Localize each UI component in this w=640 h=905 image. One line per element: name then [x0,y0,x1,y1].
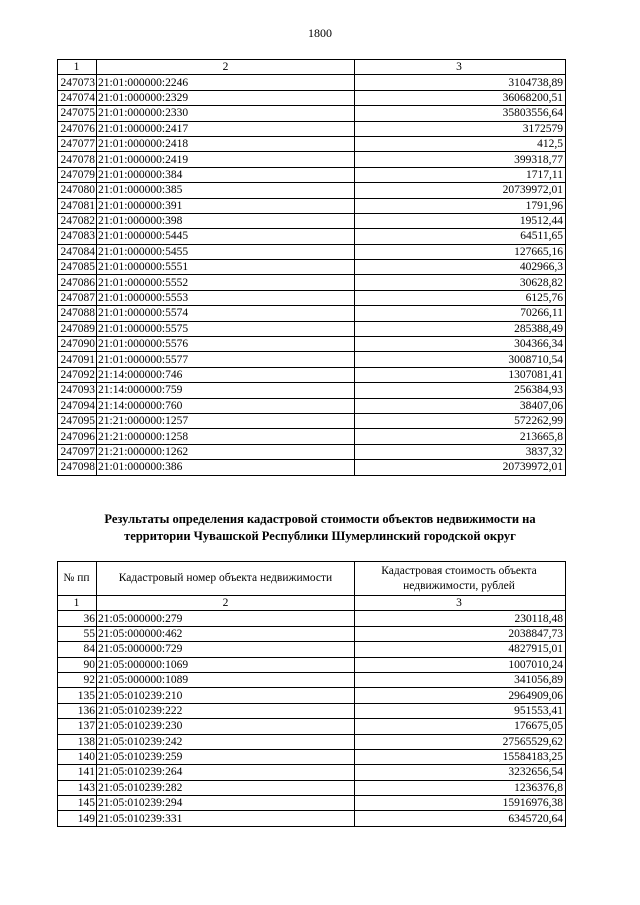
table-row [58,413,566,428]
column-number: 1 [58,60,97,75]
row-index: 36 [58,611,97,626]
cadastral-value: 1717,11 [355,167,566,182]
cadastral-value: 341056,89 [355,672,566,687]
table-row [58,811,566,826]
cadastral-value: 15916976,38 [355,796,566,811]
table-row [58,626,566,641]
row-index: 247080 [58,183,97,198]
row-index: 247097 [58,444,97,459]
row-index: 55 [58,626,97,641]
table-row [58,611,566,626]
table-row [58,765,566,780]
cadastral-number: 21:01:000000:2418 [97,136,355,151]
row-index: 90 [58,657,97,672]
table-row [58,734,566,749]
row-index: 247089 [58,321,97,336]
table-row [58,703,566,718]
cadastral-value: 951553,41 [355,703,566,718]
column-number-row [58,60,566,75]
table-row [58,290,566,305]
row-index: 149 [58,811,97,826]
cadastral-value: 176675,05 [355,719,566,734]
table-row [58,198,566,213]
row-index: 247075 [58,106,97,121]
cadastral-value: 285388,49 [355,321,566,336]
row-index: 247093 [58,383,97,398]
cadastral-number: 21:05:010239:210 [97,688,355,703]
cadastral-number: 21:01:000000:5455 [97,244,355,259]
cadastral-number: 21:01:000000:391 [97,198,355,213]
cadastral-value: 35803556,64 [355,106,566,121]
row-index: 135 [58,688,97,703]
row-index: 84 [58,642,97,657]
column-header: Кадастровая стоимость объекта недвижимости, рублей [355,562,566,596]
row-index: 247074 [58,90,97,105]
row-index: 247094 [58,398,97,413]
row-index: 247081 [58,198,97,213]
cadastral-number: 21:01:000000:2419 [97,152,355,167]
row-index: 92 [58,672,97,687]
cadastral-number: 21:01:000000:398 [97,213,355,228]
table-row [58,337,566,352]
cadastral-number: 21:01:000000:5552 [97,275,355,290]
cadastral-value: 213665,8 [355,429,566,444]
table-row [58,275,566,290]
row-index: 138 [58,734,97,749]
table-row [58,321,566,336]
section-title-line: Результаты определения кадастровой стоимости объектов недвижимости на [104,512,536,526]
row-index: 247079 [58,167,97,182]
cadastral-number: 21:05:010239:230 [97,719,355,734]
row-index: 247078 [58,152,97,167]
cadastral-value: 230118,48 [355,611,566,626]
section-title-line: территории Чувашской Республики Шумерлинский городской округ [124,529,516,543]
table-row [58,780,566,795]
cadastral-value: 70266,11 [355,306,566,321]
cadastral-number: 21:01:000000:5577 [97,352,355,367]
section-title [40,511,600,545]
row-index: 247086 [58,275,97,290]
row-index: 247083 [58,229,97,244]
cadastral-value: 1007010,24 [355,657,566,672]
cadastral-value: 399318,77 [355,152,566,167]
cadastral-value: 6125,76 [355,290,566,305]
cadastral-value: 30628,82 [355,275,566,290]
column-number: 2 [97,60,355,75]
cadastral-value: 64511,65 [355,229,566,244]
cadastral-number: 21:01:000000:386 [97,460,355,475]
table-row [58,398,566,413]
cadastral-value: 3172579 [355,121,566,136]
cadastral-table-2 [57,561,566,827]
cadastral-value: 36068200,51 [355,90,566,105]
cadastral-value: 2964909,06 [355,688,566,703]
table-row [58,106,566,121]
column-number: 2 [97,596,355,611]
column-header: № пп [58,562,97,596]
table-row [58,749,566,764]
cadastral-value: 38407,06 [355,398,566,413]
table-row [58,429,566,444]
cadastral-value: 127665,16 [355,244,566,259]
table-row [58,260,566,275]
cadastral-value: 27565529,62 [355,734,566,749]
row-index: 140 [58,749,97,764]
table-row [58,136,566,151]
table-body [58,60,566,476]
cadastral-number: 21:05:000000:1069 [97,657,355,672]
row-index: 247091 [58,352,97,367]
cadastral-number: 21:01:000000:385 [97,183,355,198]
table-header-row [58,562,566,596]
table-body [58,562,566,827]
cadastral-value: 2038847,73 [355,626,566,641]
table-row [58,229,566,244]
table-row [58,642,566,657]
row-index: 141 [58,765,97,780]
row-index: 137 [58,719,97,734]
cadastral-number: 21:05:010239:242 [97,734,355,749]
row-index: 247090 [58,337,97,352]
cadastral-number: 21:05:010239:294 [97,796,355,811]
cadastral-value: 256384,93 [355,383,566,398]
cadastral-value: 3008710,54 [355,352,566,367]
column-number-row [58,596,566,611]
cadastral-value: 4827915,01 [355,642,566,657]
table-row [58,688,566,703]
cadastral-value: 3104738,89 [355,75,566,90]
row-index: 247092 [58,367,97,382]
cadastral-value: 1307081,41 [355,367,566,382]
cadastral-number: 21:01:000000:5576 [97,337,355,352]
row-index: 247073 [58,75,97,90]
cadastral-number: 21:05:000000:279 [97,611,355,626]
cadastral-number: 21:01:000000:2330 [97,106,355,121]
cadastral-value: 19512,44 [355,213,566,228]
row-index: 247098 [58,460,97,475]
cadastral-value: 1236376,8 [355,780,566,795]
row-index: 247084 [58,244,97,259]
cadastral-number: 21:14:000000:760 [97,398,355,413]
row-index: 143 [58,780,97,795]
cadastral-number: 21:05:000000:729 [97,642,355,657]
row-index: 247088 [58,306,97,321]
cadastral-value: 20739972,01 [355,460,566,475]
cadastral-number: 21:01:000000:2329 [97,90,355,105]
cadastral-number: 21:21:000000:1262 [97,444,355,459]
cadastral-number: 21:14:000000:746 [97,367,355,382]
row-index: 136 [58,703,97,718]
column-header: Кадастровый номер объекта недвижимости [97,562,355,596]
cadastral-number: 21:14:000000:759 [97,383,355,398]
row-index: 247082 [58,213,97,228]
cadastral-number: 21:05:000000:1089 [97,672,355,687]
cadastral-number: 21:21:000000:1258 [97,429,355,444]
cadastral-table-1 [57,59,566,476]
table-row [58,719,566,734]
row-index: 247077 [58,136,97,151]
table-row [58,152,566,167]
cadastral-value: 6345720,64 [355,811,566,826]
row-index: 247085 [58,260,97,275]
cadastral-number: 21:05:010239:331 [97,811,355,826]
table-row [58,383,566,398]
cadastral-value: 3837,32 [355,444,566,459]
cadastral-number: 21:01:000000:5445 [97,229,355,244]
cadastral-number: 21:01:000000:5575 [97,321,355,336]
cadastral-number: 21:05:000000:462 [97,626,355,641]
cadastral-number: 21:05:010239:222 [97,703,355,718]
cadastral-value: 402966,3 [355,260,566,275]
row-index: 247095 [58,413,97,428]
cadastral-number: 21:01:000000:2417 [97,121,355,136]
table-row [58,657,566,672]
cadastral-number: 21:01:000000:5574 [97,306,355,321]
cadastral-number: 21:05:010239:282 [97,780,355,795]
table-row [58,672,566,687]
cadastral-value: 1791,96 [355,198,566,213]
table-row [58,367,566,382]
cadastral-number: 21:01:000000:384 [97,167,355,182]
column-number: 1 [58,596,97,611]
cadastral-value: 304366,34 [355,337,566,352]
cadastral-number: 21:01:000000:5551 [97,260,355,275]
table-row [58,213,566,228]
table-row [58,167,566,182]
column-number: 3 [355,60,566,75]
cadastral-number: 21:21:000000:1257 [97,413,355,428]
column-number: 3 [355,596,566,611]
cadastral-number: 21:05:010239:259 [97,749,355,764]
cadastral-number: 21:01:000000:5553 [97,290,355,305]
row-index: 247096 [58,429,97,444]
table-row [58,244,566,259]
row-index: 247087 [58,290,97,305]
table-row [58,306,566,321]
cadastral-value: 20739972,01 [355,183,566,198]
table-row [58,460,566,475]
cadastral-value: 3232656,54 [355,765,566,780]
cadastral-value: 15584183,25 [355,749,566,764]
cadastral-number: 21:05:010239:264 [97,765,355,780]
table-row [58,90,566,105]
table-row [58,352,566,367]
table-row [58,796,566,811]
row-index: 145 [58,796,97,811]
page-number: 1800 [308,26,332,40]
table-row [58,183,566,198]
row-index: 247076 [58,121,97,136]
table-row [58,444,566,459]
table-row [58,75,566,90]
cadastral-number: 21:01:000000:2246 [97,75,355,90]
cadastral-value: 572262,99 [355,413,566,428]
table-row [58,121,566,136]
cadastral-value: 412,5 [355,136,566,151]
